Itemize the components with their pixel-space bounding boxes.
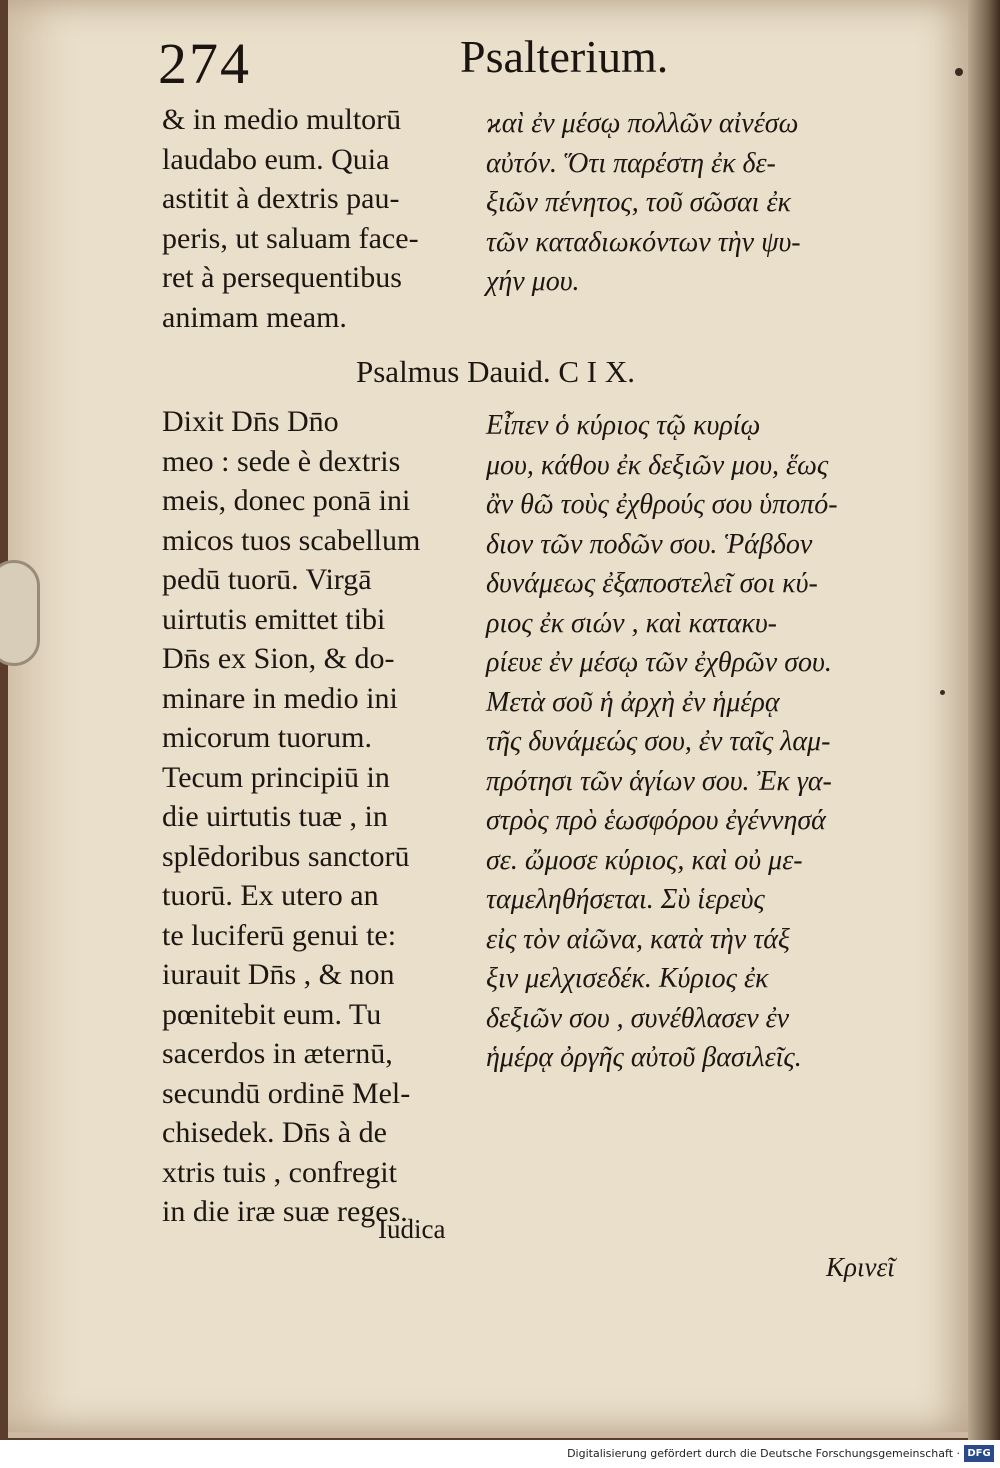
- greek-text-line: ἂν θῶ τοὺς ἐχθρούς σου ὑποπό-: [486, 489, 838, 520]
- ink-speck: [955, 68, 963, 76]
- catchword-latin: Iudica: [378, 1214, 446, 1244]
- greek-text-line: σε. ὤμοσε κύριος, καὶ οὐ με-: [486, 844, 803, 876]
- latin-text-line: minare in medio ini: [162, 681, 398, 715]
- latin-text-line: sacerdos in æternū,: [162, 1037, 393, 1070]
- greek-text-line: εἰς τὸν αἰῶνα, κατὰ τὴν τάξ: [486, 923, 790, 955]
- latin-text-line: animam meam.: [162, 300, 347, 334]
- greek-text-line: διον τῶν ποδῶν σου. Ῥάβδον: [486, 528, 813, 560]
- latin-text-line: meis, donec ponā ini: [162, 484, 411, 517]
- latin-text-line: & in medio multorū: [162, 103, 402, 136]
- greek-text-line: αὐτόν. Ὅτι παρέστη ἐκ δε-: [486, 147, 776, 179]
- dfg-logo: DFG: [964, 1445, 994, 1462]
- greek-text-line: χήν μου.: [486, 266, 580, 297]
- latin-text-line: uirtutis emittet tibi: [162, 602, 386, 636]
- binding-clasp: [0, 560, 40, 666]
- running-title: Psalterium.: [460, 31, 669, 82]
- latin-text-line: pœnitebit eum. Tu: [162, 997, 382, 1031]
- greek-text-line: δυνάμεως ἐξαποστελεῖ σοι κύ-: [486, 568, 818, 599]
- catchword-greek: Κρινεῖ: [826, 1252, 895, 1282]
- latin-text-line: die uirtutis tuæ , in: [162, 800, 388, 833]
- greek-text-line: ξιν μελχισεδέκ. Κύριος ἐκ: [486, 963, 769, 994]
- greek-text-line: μου, κάθου ἐκ δεξιῶν μου, ἕως: [486, 449, 829, 481]
- greek-text-line: ριος ἐκ σιών , καὶ κατακυ-: [486, 607, 777, 639]
- greek-text-line: ταμεληθήσεται. Σὺ ἱερεὺς: [486, 884, 765, 915]
- greek-text-line: τῶν καταδιωκόντων τὴν ψυ-: [486, 226, 801, 258]
- book-edge: [968, 0, 1000, 1440]
- latin-text-line: te luciferū genui te:: [162, 918, 397, 952]
- greek-body-column: [486, 406, 926, 1078]
- greek-text-line: Μετὰ σοῦ ἡ ἀρχὴ ἐν ἡμέρᾳ: [486, 686, 780, 718]
- latin-text-line: Dixit Dn̄s Dn̄o: [162, 405, 339, 438]
- latin-text-line: secundū ordinē Mel-: [162, 1076, 411, 1110]
- latin-text-line: splēdoribus sanctorū: [162, 839, 410, 873]
- greek-text-line: στρὸς πρὸ ἑωσφόρου ἐγέννησά: [486, 805, 826, 836]
- latin-text-line: astitit à dextris pau-: [162, 182, 400, 215]
- footer-bar: [0, 1440, 1000, 1468]
- ink-speck: [940, 690, 945, 695]
- latin-text-line: Dn̄s ex Sion, & do-: [162, 642, 395, 675]
- latin-text-line: tuorū. Ex utero an: [162, 879, 379, 912]
- greek-text-line: ἡμέρᾳ ὀργῆς αὐτοῦ βασιλεῖς.: [486, 1042, 802, 1073]
- latin-text-line: xtris tuis , confregit: [162, 1155, 397, 1189]
- greek-top-column: [486, 104, 926, 302]
- latin-text-line: micorum tuorum.: [162, 721, 372, 754]
- latin-text-line: peris, ut saluam face-: [162, 221, 419, 255]
- page-number: 274: [158, 31, 251, 96]
- greek-text-line: ξιῶν πένητος, τοῦ σῶσαι ἐκ: [486, 187, 791, 218]
- latin-text-line: pedū tuorū. Virgā: [162, 563, 372, 596]
- latin-text-line: in die iræ suæ reges.: [162, 1195, 408, 1228]
- greek-text-line: ρίευε ἐν μέσῳ τῶν ἐχθρῶν σου.: [486, 647, 832, 678]
- latin-text-line: ret à persequentibus: [162, 261, 402, 294]
- latin-text-line: meo : sede è dextris: [162, 444, 401, 478]
- latin-top-column: [162, 100, 474, 337]
- latin-text-line: chisedek. Dn̄s à de: [162, 1116, 387, 1149]
- greek-text-line: Εἶπεν ὁ κύριος τῷ κυρίῳ: [486, 410, 761, 441]
- footer-credit: Digitalisierung gefördert durch die Deutsche Forschungsgemeinschaft ·: [567, 1447, 960, 1460]
- greek-text-line: τῆς δυνάμεώς σου, ἐν ταῖς λαμ-: [486, 726, 831, 757]
- greek-text-line: πρότησι τῶν ἁγίων σου. Ἐκ γα-: [486, 765, 832, 797]
- psalm-heading: Psalmus Dauid. C I X.: [356, 354, 635, 389]
- latin-body-column: [162, 402, 474, 1232]
- latin-text-line: micos tuos scabellum: [162, 523, 421, 557]
- greek-text-line: δεξιῶν σου , συνέθλασεν ἐν: [486, 1002, 790, 1034]
- latin-text-line: iurauit Dn̄s , & non: [162, 958, 395, 991]
- latin-text-line: laudabo eum. Quia: [162, 142, 390, 176]
- greek-text-line: ϰαὶ ἐν μέσῳ πολλῶν αἰνέσω: [486, 108, 799, 139]
- latin-text-line: Tecum principiū in: [162, 760, 390, 794]
